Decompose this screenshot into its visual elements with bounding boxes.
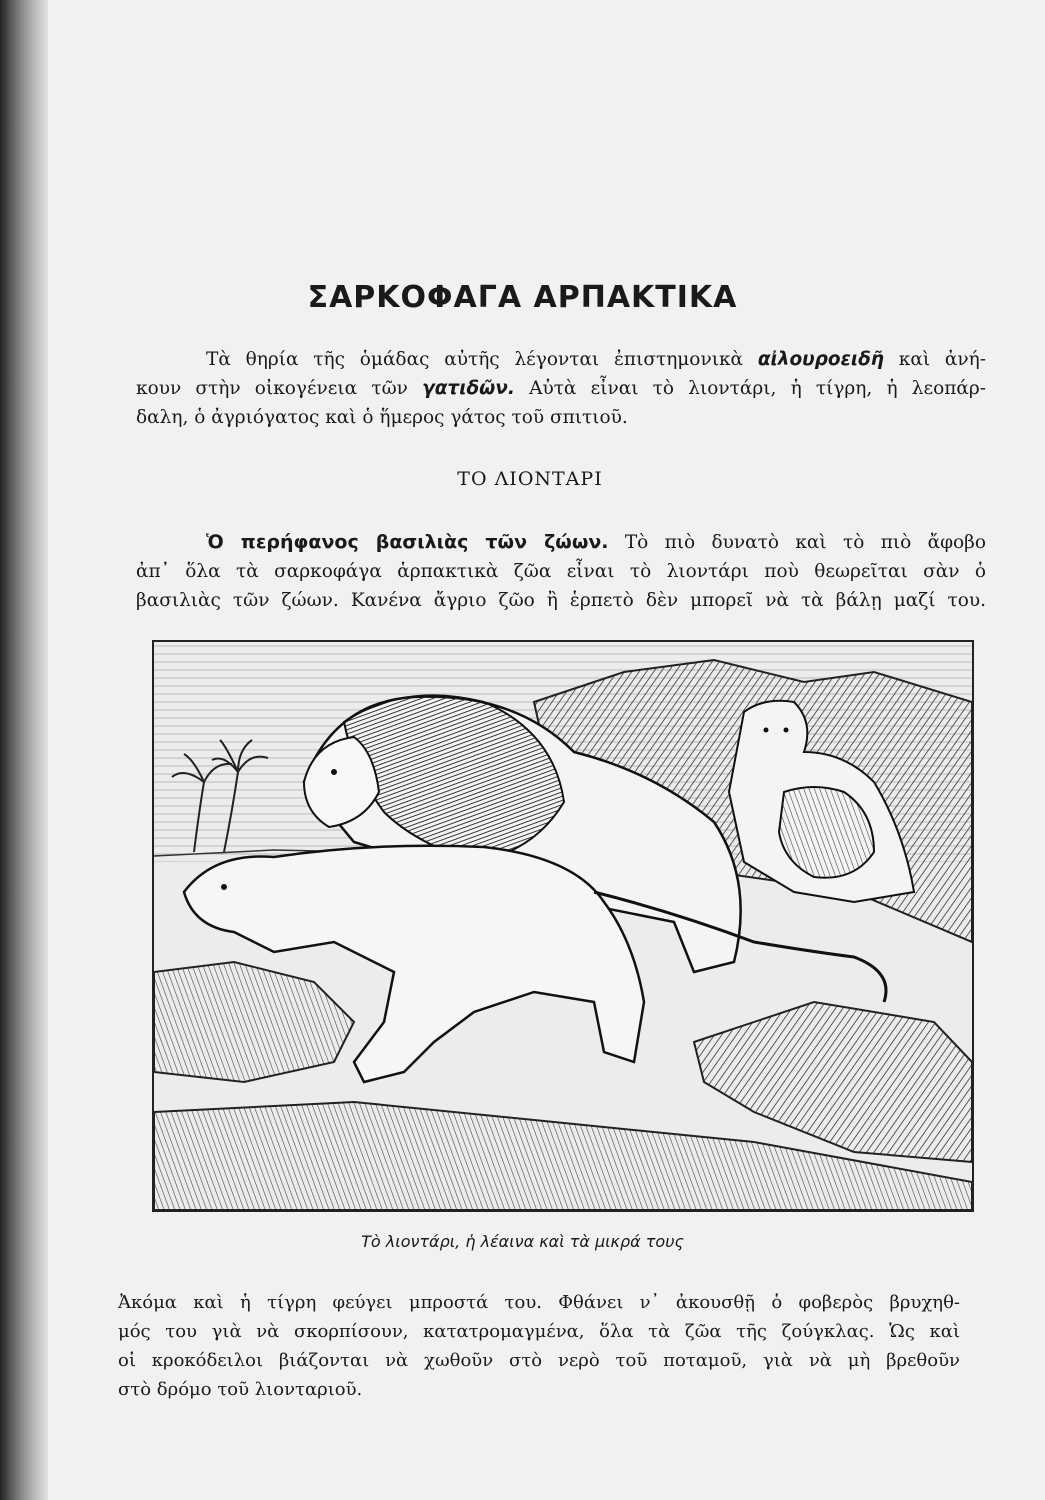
lion-line-3: βασιλιὰς τῶν ζώων. Κανένα ἄγριο ζῶο ἢ ἑρπετὸ δὲν μπορεῖ νὰ τὰ βάλῃ μαζί του. — [136, 590, 986, 611]
lion-text: Τὸ πιὸ δυνατὸ καὶ τὸ πιὸ ἄφοβο — [608, 532, 986, 553]
intro-emphasis: αἰλουροειδῆ — [757, 349, 884, 370]
rock-left — [154, 962, 354, 1082]
rock-right — [694, 1002, 972, 1162]
intro-text: καὶ ἀνή- — [883, 349, 986, 370]
lion-line-1 — [136, 528, 986, 557]
intro-line-1 — [136, 345, 986, 374]
roar-line-2: μός του γιὰ νὰ σκορπίσουν, κατατρομαγμένα, ὅλα τὰ ζῶα τῆς ζούγκλας. Ὡς καὶ — [118, 1321, 960, 1342]
figure-caption: Τὸ λιοντάρι, ἡ λέαινα καὶ τὰ μικρά τους — [361, 1232, 684, 1251]
roar-line-4: στὸ δρόμο τοῦ λιονταριοῦ. — [118, 1379, 363, 1400]
intro-text: κουν στὴν οἰκογένεια τῶν — [136, 378, 423, 399]
roar-line-1: Ἀκόμα καὶ ἡ τίγρη φεύγει μπροστά του. Φθάνει ν᾿ ἀκουσθῇ ὁ φοβερὸς βρυχηθ- — [118, 1292, 960, 1313]
intro-text: Αὐτὰ εἶναι τὸ λιοντάρι, ἡ τίγρη, ἡ λεοπάρ- — [514, 378, 986, 399]
roar-line-3: οἱ κροκόδειλοι βιάζονται νὰ χωθοῦν στὸ νερὸ τοῦ ποταμοῦ, γιὰ νὰ μὴ βρεθοῦν — [118, 1350, 960, 1371]
page-gutter-shadow — [0, 0, 48, 1500]
paragraph-lead: Ὁ περήφανος βασιλιὰς τῶν ζώων. — [206, 531, 609, 553]
lion-illustration — [152, 640, 974, 1212]
lion-line-2: ἀπ᾿ ὅλα τὰ σαρκοφάγα ἁρπακτικὰ ζῶα εἶναι τὸ λιοντάρι ποὺ θεωρεῖται σὰν ὁ — [136, 561, 986, 582]
intro-line-2 — [136, 374, 986, 403]
intro-emphasis: γατιδῶν. — [422, 378, 515, 399]
roar-paragraph — [118, 1288, 960, 1404]
intro-text: Τὰ θηρία τῆς ὁμάδας αὐτῆς λέγονται ἐπιστημονικὰ — [206, 349, 758, 370]
lion-paragraph — [136, 528, 986, 615]
intro-paragraph — [136, 345, 986, 432]
section-subheading: ΤΟ ΛΙΟΝΤΑΡΙ — [457, 468, 603, 490]
page-heading: ΣΑΡΚΟΦΑΓΑ ΑΡΠΑΚΤΙΚΑ — [307, 280, 738, 315]
intro-line-3: δαλη, ὁ ἀγριόγατος καὶ ὁ ἥμερος γάτος τοῦ σπιτιοῦ. — [136, 407, 628, 428]
